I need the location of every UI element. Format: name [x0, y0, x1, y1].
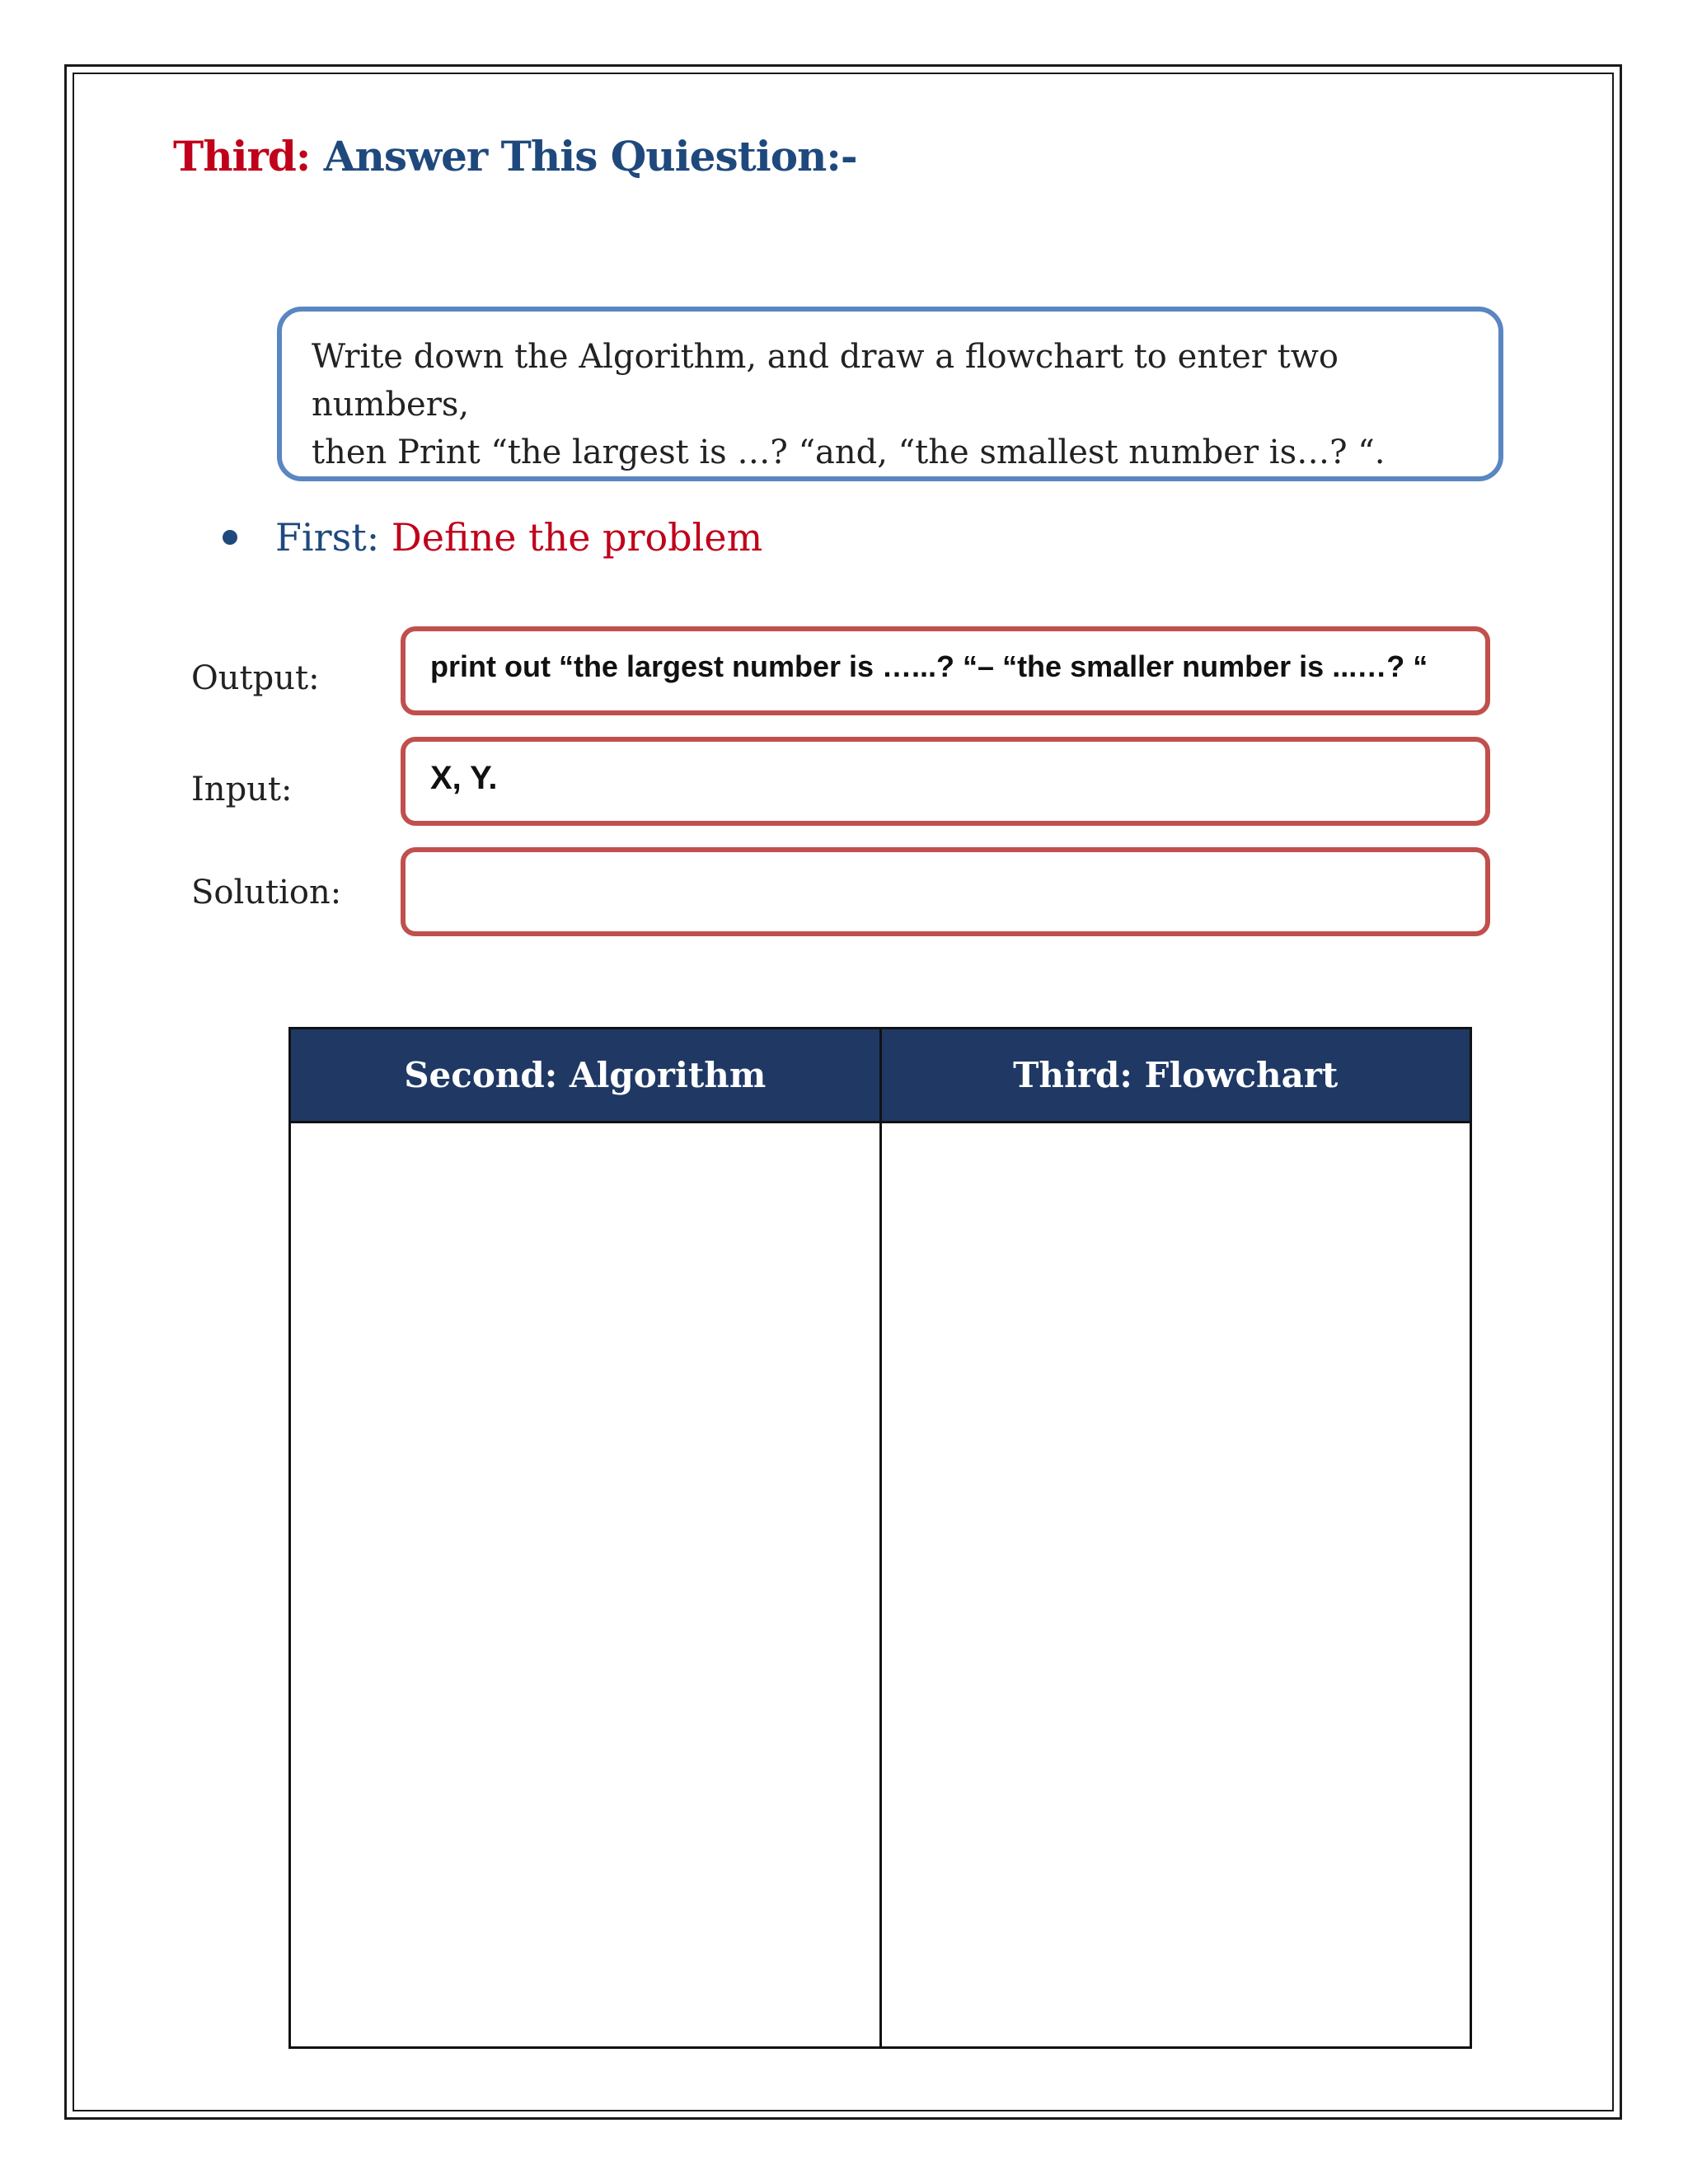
- heading-prefix: Third:: [173, 132, 311, 180]
- bullet-icon: [223, 530, 237, 545]
- flowchart-cell[interactable]: [882, 1123, 1470, 2046]
- table-body-row: [291, 1123, 1470, 2046]
- output-field[interactable]: print out “the largest number is …...? “– “the smaller number is ...…? “: [401, 626, 1490, 715]
- input-field[interactable]: X, Y.: [401, 737, 1490, 826]
- solution-label: [191, 874, 341, 912]
- task-text-line1: Write down the Algorithm, and draw a flowchart to enter two numbers,: [312, 338, 1339, 424]
- task-description-box: [277, 307, 1503, 481]
- output-label: Output:: [191, 659, 320, 697]
- algorithm-cell[interactable]: [291, 1123, 882, 2046]
- define-problem-item: [223, 515, 762, 560]
- section-heading: [173, 132, 857, 180]
- input-label: Input:: [191, 771, 293, 808]
- algorithm-header: Second: Algorithm: [291, 1029, 882, 1121]
- table-header-row: [291, 1029, 1470, 1123]
- define-prefix: First:: [275, 515, 380, 560]
- solution-label-text: Solution:: [191, 874, 342, 912]
- task-text-line2: then Print “the largest is …? “and, “the smallest number is…? “.: [312, 434, 1386, 471]
- algorithm-flowchart-table: [288, 1027, 1472, 2049]
- heading-title: Answer This Quiestion:-: [310, 132, 857, 180]
- solution-field[interactable]: [401, 847, 1490, 936]
- flowchart-header: Third: Flowchart: [1013, 1055, 1339, 1095]
- define-title: Define the problem: [379, 515, 763, 560]
